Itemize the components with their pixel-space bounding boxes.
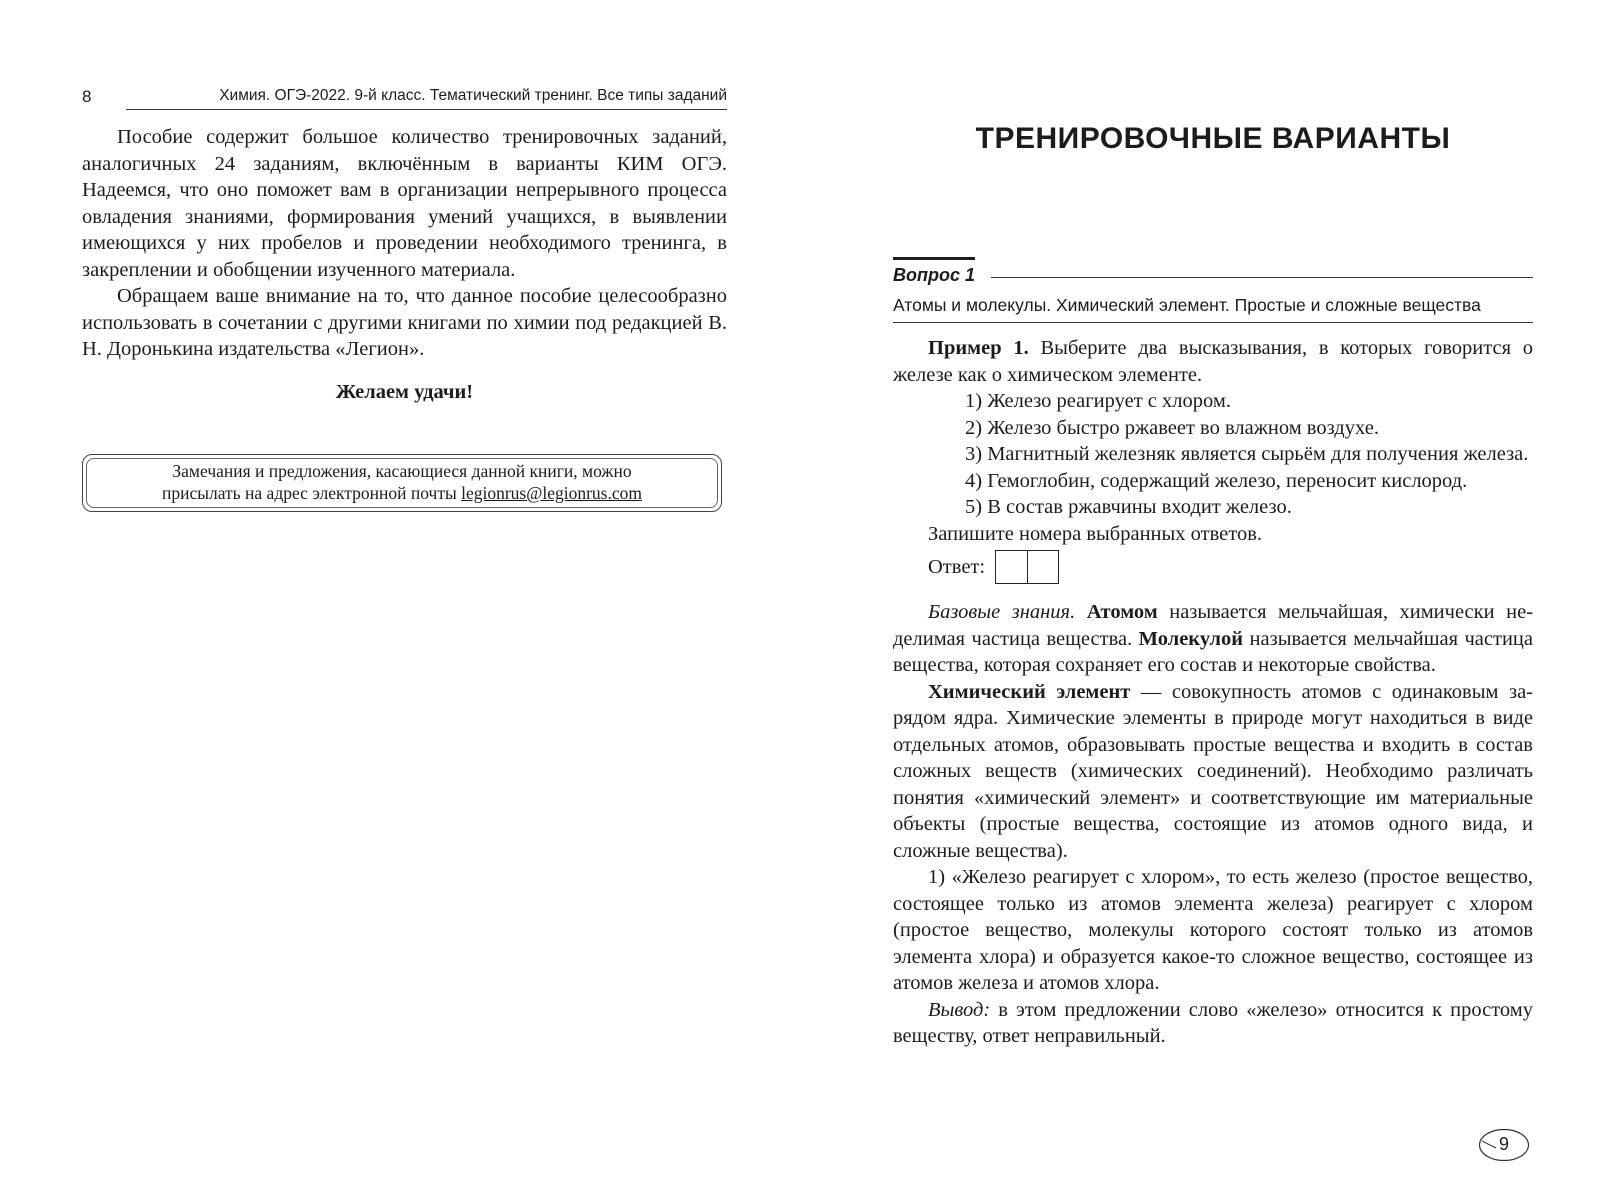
basic-knowledge-label: Базовые знания. <box>928 601 1076 623</box>
topic-rule <box>893 322 1533 323</box>
note-line-2 <box>83 482 721 504</box>
element-paragraph <box>893 679 1533 865</box>
running-header-title: Химия. ОГЭ-2022. 9-й класс. Тематический тренинг. Все типы заданий <box>219 87 727 104</box>
feedback-note-text <box>83 460 721 504</box>
header-rule <box>126 109 727 110</box>
feedback-note-box <box>82 454 722 512</box>
question-label-bar <box>893 257 975 260</box>
answer-row <box>893 549 1533 585</box>
page-number-left: 8 <box>82 87 92 106</box>
closing-wish: Желаем удачи! <box>335 381 474 403</box>
spacer <box>893 585 1533 599</box>
analysis-paragraph: 1) «Железо реагирует с хлором», то есть железо (простое вещество, состоящее только из атомов элемента железа) реагирует с хлором (простое вещество, молекулы которого состоят только из атомов элемента хлора) и образуется какое-то сложное вещество, состоящее из атомов железа и атомов хлора. <box>893 866 1533 994</box>
running-header <box>82 84 727 110</box>
molecule-term: Молекулой <box>1138 627 1244 650</box>
preface-paragraph-2: Обращаем ваше внимание на то, что данное пособие целесообразно использовать в сочетании с другими книгами по химии под редакцией В. Н. Доронькина издательства «Легион». <box>82 285 727 360</box>
answer-box-2[interactable] <box>1027 551 1058 583</box>
question-topic: Атомы и молекулы. Химический элемент. Простые и сложные вещества <box>893 295 1481 315</box>
option-item: 5) В состав ржавчины входит железо. <box>965 496 1292 518</box>
page-number-right-text: 9 <box>1498 1134 1509 1154</box>
page-number-right <box>1478 1128 1530 1162</box>
preface-text <box>82 124 727 363</box>
answer-label: Ответ: <box>928 555 986 578</box>
question-body <box>893 335 1533 1050</box>
question-header <box>893 257 1533 287</box>
section-title: ТРЕНИРОВОЧНЫЕ ВАРИАНТЫ <box>975 122 1451 155</box>
note-line-1: Замечания и предложения, касающиеся данной книги, можно <box>172 461 632 481</box>
basic-knowledge-paragraph <box>893 599 1533 679</box>
option-item: 1) Железо реагирует с хлором. <box>965 390 1231 412</box>
option-item: 3) Магнитный железняк является сырьём для получения железа. <box>965 443 1529 465</box>
molecule-definition: называется мельчайшая частица вещества, которая сохраняет его состав и некоторые свойства. <box>893 627 1533 676</box>
write-instruction: Запишите номера выбранных ответов. <box>928 522 1263 545</box>
example-statement <box>893 335 1533 388</box>
question-label: Вопрос 1 <box>893 265 976 285</box>
element-definition: — совокупность атомов с одинаковым зарядом ядра. Химические элементы в природе могут находиться в виде отдельных атомов, образовывать простые вещества и входить в состав сложных веществ (химических соединений). Необходимо различать понятия «химический элемент» и соответствующие им материальные объекты (простые вещества, состоящие из атомов одного вида, и сложные вещества). <box>893 680 1533 862</box>
answer-boxes <box>995 550 1059 584</box>
element-term: Химический элемент <box>928 680 1131 703</box>
example-text: Выберите два высказывания, в которых говорится о железе как о химическом элементе. <box>893 337 1533 386</box>
conclusion-paragraph <box>893 997 1533 1050</box>
example-label: Пример 1. <box>928 337 1029 359</box>
note-line-2-text: присылать на адрес электронной почты <box>161 483 457 503</box>
answer-box-1[interactable] <box>996 551 1027 583</box>
answer-options <box>893 388 1533 521</box>
preface-paragraph-1: Пособие содержит большое количество тренировочных заданий, аналогичных 24 заданиям, включённым в варианты КИМ ОГЭ. Надеемся, что оно поможет вам в организации непрерывного процесса овладения знаниями, формирования умений учащихся, в выявлении имеющихся у них пробелов и проведении необходимого тренинга, в закреплении и обобщении изученного материала. <box>82 126 727 281</box>
atom-definition: называется мельчайшая, химически неделимая частица вещества. <box>893 601 1534 650</box>
atom-term: Атомом <box>1086 601 1158 623</box>
email-link[interactable]: legionrus@legionrus.com <box>461 483 642 503</box>
question-header-rule <box>991 277 1533 278</box>
conclusion-label: Вывод: <box>928 998 991 1021</box>
option-item: 2) Железо быстро ржавеет во влажном воздухе. <box>965 416 1379 439</box>
conclusion-text: в этом предложении слово «железо» относится к простому веществу, ответ неправильный. <box>893 998 1533 1047</box>
option-item: 4) Гемоглобин, содержащий железо, переносит кислород. <box>965 469 1468 492</box>
